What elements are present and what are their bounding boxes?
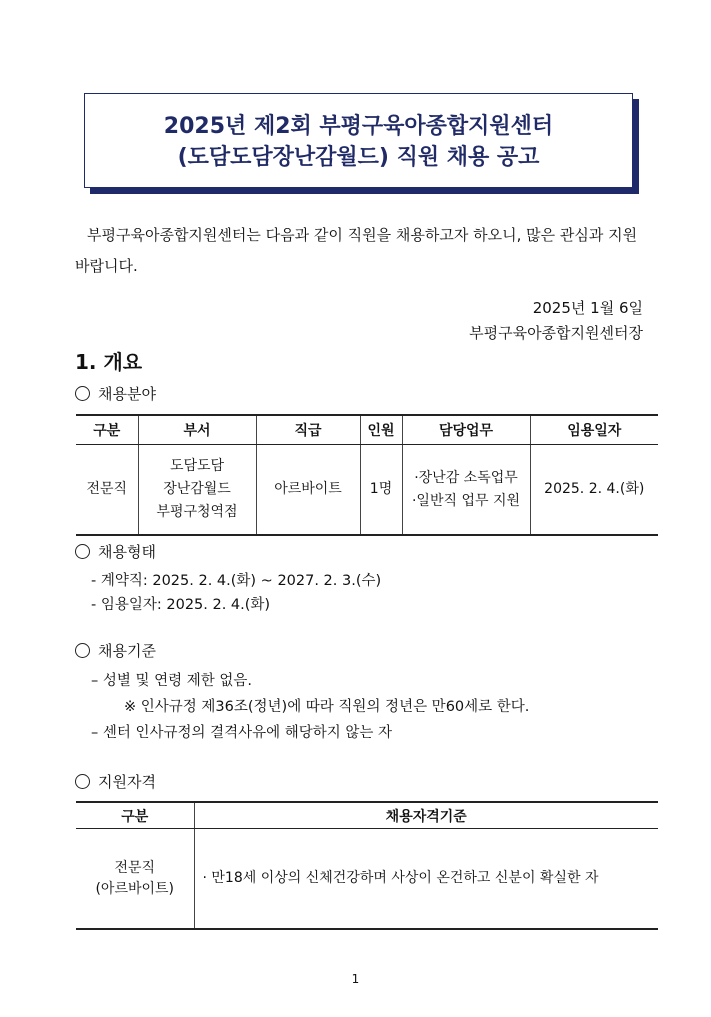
intro-text: 부평구육아종합지원센터는 다음과 같이 직원을 채용하고자 하오니, 많은 관심과 지원바랍니다.: [75, 226, 638, 275]
rank-cell: 아르바이트: [256, 445, 360, 536]
column-header: 인원: [360, 415, 402, 445]
table-row: [76, 829, 658, 930]
column-header: 구분: [76, 802, 194, 829]
dept-line: 부평구청역점: [156, 504, 238, 520]
column-header: 임용일자: [530, 415, 658, 445]
qualification-table: [76, 801, 658, 930]
duty-cell: [402, 445, 530, 536]
circle-bullet-icon: [75, 386, 90, 401]
label-text: 채용분야: [98, 385, 156, 403]
column-header: 직급: [256, 415, 360, 445]
qualification-label: [75, 771, 156, 792]
count-cell: 1명: [360, 445, 402, 536]
column-header: 구분: [76, 415, 138, 445]
column-header: 담당업무: [402, 415, 530, 445]
recruit-field-label: [75, 383, 156, 404]
list-item: - 임용일자: 2025. 2. 4.(화): [91, 597, 271, 613]
circle-bullet-icon: [75, 643, 90, 658]
dept-line: 장난감월드: [163, 481, 231, 497]
category-cell: [76, 829, 194, 930]
recruit-field-table: [76, 414, 658, 536]
column-header: 채용자격기준: [194, 802, 658, 829]
criterion-cell: · 만18세 이상의 신체건강하며 사상이 온건하고 신분이 확실한 자: [194, 829, 658, 930]
duty-line: ·장난감 소독업무: [414, 469, 518, 486]
title-line-1: 2025년 제2회 부평구육아종합지원센터: [163, 114, 554, 139]
duty-line: ·일반직 업무 지원: [411, 492, 521, 509]
criteria-label: [75, 640, 156, 661]
title-box: [84, 93, 633, 188]
start-date-cell: 2025. 2. 4.(화): [530, 445, 658, 536]
employment-type-label: [75, 541, 156, 562]
table-header-row: [76, 415, 658, 445]
table-row: [76, 445, 658, 536]
circle-bullet-icon: [75, 774, 90, 789]
category-line: (아르바이트): [95, 880, 175, 897]
circle-bullet-icon: [75, 544, 90, 559]
page-number: 1: [351, 972, 360, 986]
title-line-2: (도담도담장난감월드) 직원 채용 공고: [177, 145, 540, 170]
note-item: ※ 인사규정 제36조(정년)에 따라 직원의 정년은 만60세로 한다.: [124, 699, 530, 715]
dept-line: 도담도담: [169, 458, 225, 474]
label-text: 지원자격: [98, 773, 156, 791]
dept-cell: [138, 445, 256, 536]
notice-date: 2025년 1월 6일: [532, 299, 643, 317]
column-header: 부서: [138, 415, 256, 445]
section-heading: 1. 개요: [75, 350, 143, 374]
table-header-row: [76, 802, 658, 829]
list-item: – 센터 인사규정의 결격사유에 해당하지 않는 자: [91, 725, 393, 741]
list-item: - 계약직: 2025. 2. 4.(화) ~ 2027. 2. 3.(수): [91, 573, 382, 589]
label-text: 채용기준: [98, 642, 156, 660]
list-item: – 성별 및 연령 제한 없음.: [91, 673, 252, 689]
category-line: 전문직: [114, 859, 156, 876]
label-text: 채용형태: [98, 543, 156, 561]
category-cell: 전문직: [76, 445, 138, 536]
issuer: 부평구육아종합지원센터장: [469, 324, 643, 342]
